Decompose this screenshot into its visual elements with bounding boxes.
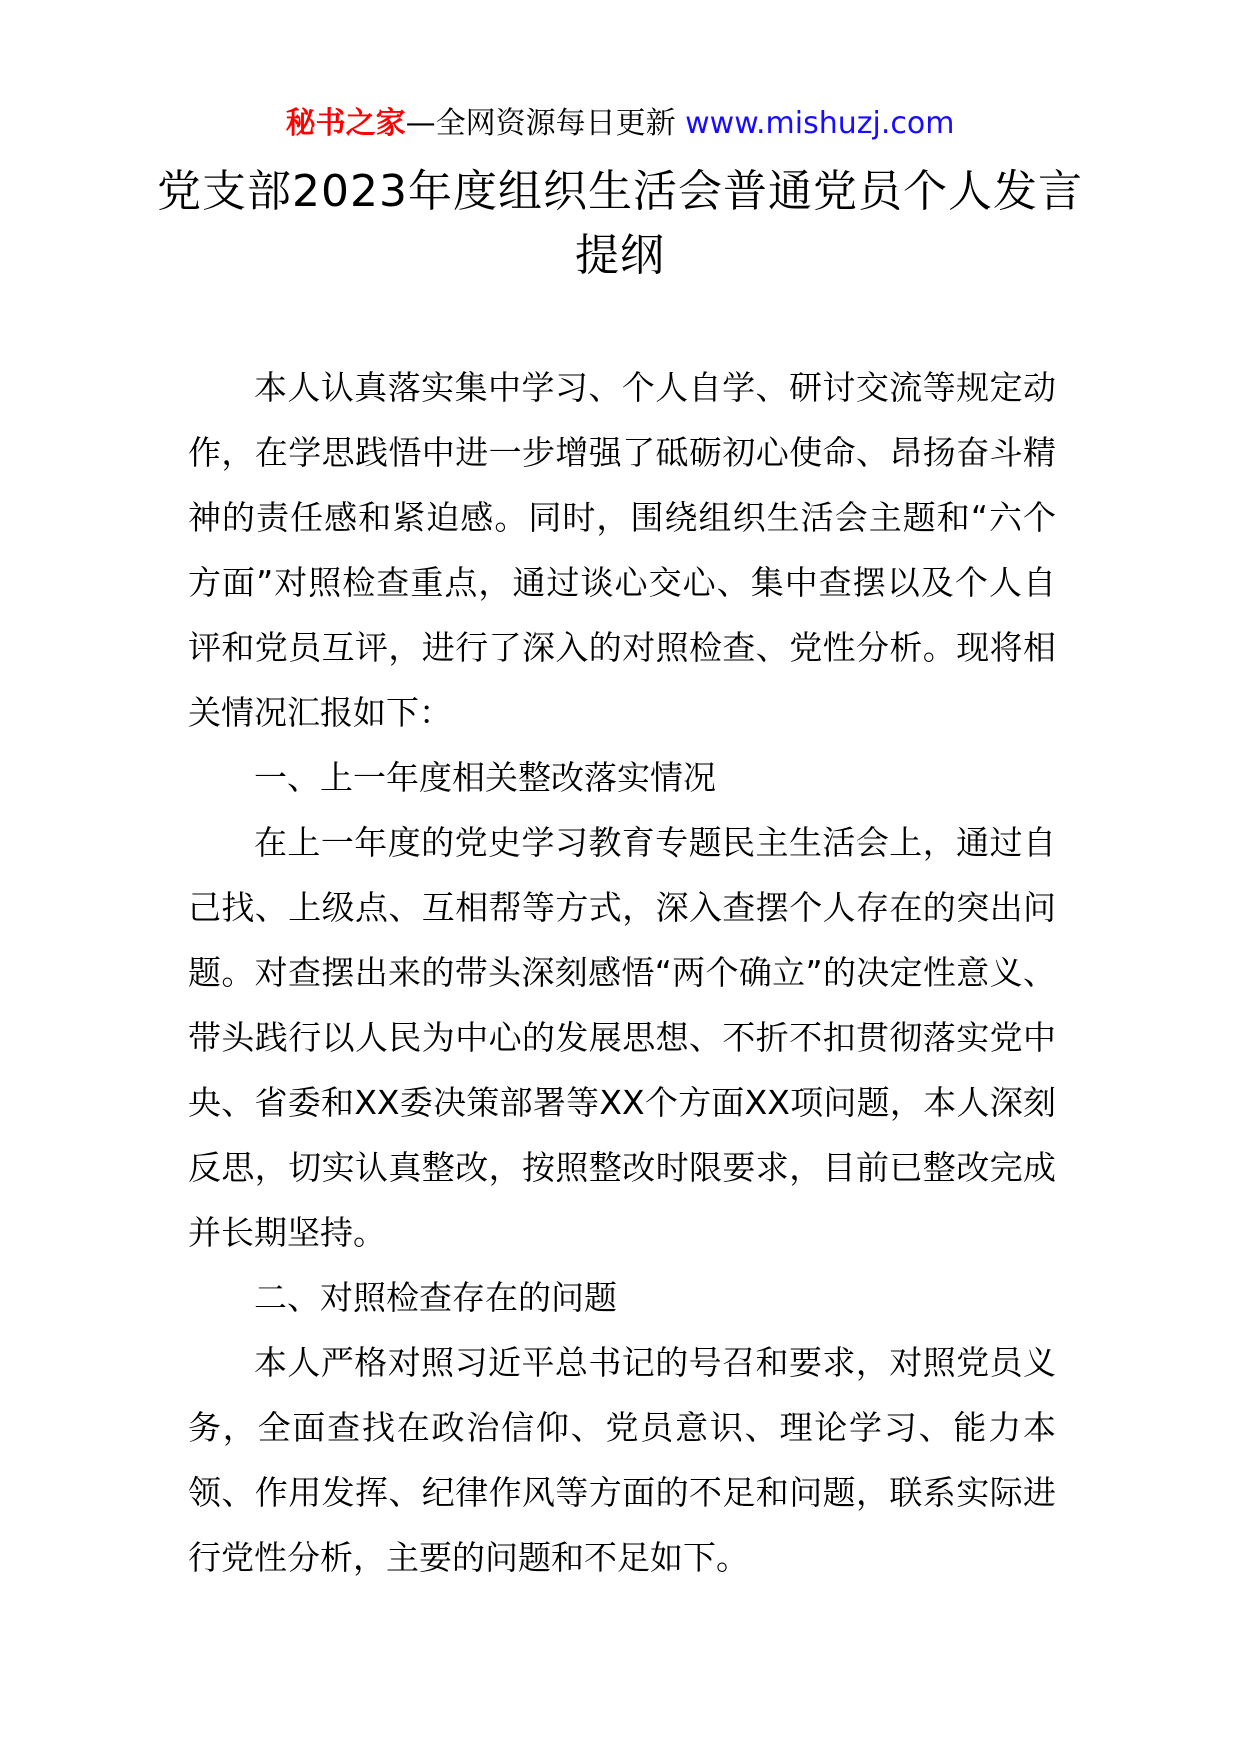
document-title: 党支部2023年度组织生活会普通党员个人发言提纲	[157, 166, 1083, 281]
section-heading-1: 一、上一年度相关整改落实情况	[254, 758, 716, 797]
intro-paragraph: 本人认真落实集中学习、个人自学、研讨交流等规定动作，在学思践悟中进一步增强了砥砺初心使命、昂扬奋斗精神的责任感和紧迫感。同时，围绕组织生活会主题和“六个方面”对照检查重点，通过谈心交心、集中查摆以及个人自评和党员互评，进行了深入的对照检查、党性分析。现将相关情况汇报如下：	[188, 368, 1056, 732]
section-1-paragraph: 在上一年度的党史学习教育专题民主生活会上，通过自己找、上级点、互相帮等方式，深入查摆个人存在的突出问题。对查摆出来的带头深刻感悟“两个确立”的决定性意义、带头践行以人民为中心的发展思想、不折不扣贯彻落实党中央、省委和XX委决策部署等XX个方面XX项问题，本人深刻反思，切实认真整改，按照整改时限要求，目前已整改完成并长期坚持。	[188, 823, 1056, 1252]
section-heading-2: 二、对照检查存在的问题	[254, 1278, 617, 1317]
document-body	[188, 355, 1056, 1590]
site-url-link[interactable]: www.mishuzj.com	[685, 106, 955, 141]
site-header	[0, 100, 1240, 148]
brand-name: 秘书之家	[285, 106, 406, 141]
section-2-paragraph: 本人严格对照习近平总书记的号召和要求，对照党员义务，全面查找在政治信仰、党员意识、理论学习、能力本领、作用发挥、纪律作风等方面的不足和问题，联系实际进行党性分析，主要的问题和不足如下。	[188, 1343, 1056, 1577]
header-tagline: —全网资源每日更新	[405, 106, 686, 141]
